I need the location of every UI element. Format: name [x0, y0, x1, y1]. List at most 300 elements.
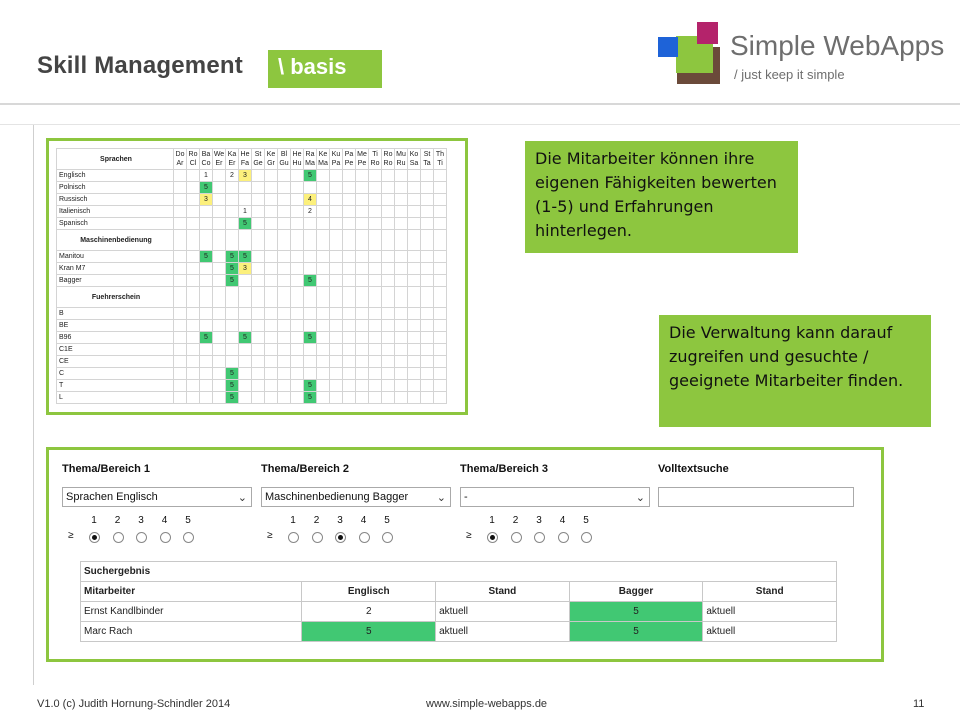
- matrix-cell[interactable]: [343, 206, 356, 218]
- matrix-cell[interactable]: [304, 251, 317, 263]
- matrix-cell[interactable]: 5: [226, 392, 239, 404]
- matrix-cell[interactable]: [291, 251, 304, 263]
- matrix-cell[interactable]: [278, 263, 291, 275]
- matrix-cell[interactable]: [369, 251, 382, 263]
- matrix-cell[interactable]: [213, 380, 226, 392]
- matrix-cell[interactable]: [265, 380, 278, 392]
- matrix-cell[interactable]: 5: [226, 251, 239, 263]
- matrix-cell[interactable]: [408, 356, 421, 368]
- matrix-cell[interactable]: [226, 218, 239, 230]
- matrix-cell[interactable]: 5: [200, 251, 213, 263]
- matrix-cell[interactable]: [213, 332, 226, 344]
- rating-radio[interactable]: [160, 532, 171, 543]
- matrix-cell[interactable]: [421, 218, 434, 230]
- matrix-cell[interactable]: [369, 344, 382, 356]
- matrix-cell[interactable]: [434, 332, 447, 344]
- matrix-cell[interactable]: [421, 356, 434, 368]
- matrix-cell[interactable]: [317, 206, 330, 218]
- matrix-cell[interactable]: [213, 392, 226, 404]
- rating-radio[interactable]: [113, 532, 124, 543]
- matrix-cell[interactable]: 3: [200, 194, 213, 206]
- matrix-cell[interactable]: [356, 182, 369, 194]
- matrix-cell[interactable]: [421, 308, 434, 320]
- fulltext-search-input[interactable]: [658, 487, 854, 507]
- matrix-cell[interactable]: [317, 218, 330, 230]
- matrix-cell[interactable]: [265, 170, 278, 182]
- matrix-cell[interactable]: [356, 194, 369, 206]
- filter-1-select[interactable]: [62, 487, 252, 507]
- matrix-cell[interactable]: [369, 218, 382, 230]
- matrix-cell[interactable]: [265, 218, 278, 230]
- matrix-cell[interactable]: [356, 368, 369, 380]
- matrix-cell[interactable]: [421, 263, 434, 275]
- matrix-cell[interactable]: [421, 194, 434, 206]
- matrix-cell[interactable]: [200, 206, 213, 218]
- matrix-cell[interactable]: [278, 332, 291, 344]
- matrix-cell[interactable]: [265, 275, 278, 287]
- matrix-cell[interactable]: [239, 356, 252, 368]
- matrix-cell[interactable]: [421, 380, 434, 392]
- matrix-cell[interactable]: [421, 275, 434, 287]
- matrix-cell[interactable]: [291, 368, 304, 380]
- filter-3-select[interactable]: [460, 487, 650, 507]
- matrix-cell[interactable]: [226, 356, 239, 368]
- matrix-cell[interactable]: 5: [304, 392, 317, 404]
- matrix-cell[interactable]: [317, 392, 330, 404]
- matrix-cell[interactable]: [174, 344, 187, 356]
- matrix-cell[interactable]: [291, 275, 304, 287]
- matrix-cell[interactable]: [395, 332, 408, 344]
- matrix-cell[interactable]: [317, 332, 330, 344]
- matrix-cell[interactable]: [330, 218, 343, 230]
- matrix-cell[interactable]: [291, 170, 304, 182]
- matrix-cell[interactable]: 5: [200, 332, 213, 344]
- matrix-cell[interactable]: [343, 392, 356, 404]
- matrix-cell[interactable]: [226, 308, 239, 320]
- matrix-cell[interactable]: [187, 308, 200, 320]
- matrix-cell[interactable]: [304, 218, 317, 230]
- matrix-cell[interactable]: [252, 380, 265, 392]
- matrix-cell[interactable]: [291, 356, 304, 368]
- matrix-cell[interactable]: [395, 263, 408, 275]
- matrix-cell[interactable]: [408, 194, 421, 206]
- matrix-cell[interactable]: [408, 368, 421, 380]
- matrix-cell[interactable]: [239, 344, 252, 356]
- matrix-cell[interactable]: [304, 308, 317, 320]
- matrix-cell[interactable]: [330, 170, 343, 182]
- rating-radio[interactable]: [136, 532, 147, 543]
- matrix-cell[interactable]: [421, 182, 434, 194]
- matrix-cell[interactable]: [213, 275, 226, 287]
- matrix-cell[interactable]: [226, 182, 239, 194]
- matrix-cell[interactable]: [252, 356, 265, 368]
- matrix-cell[interactable]: [369, 332, 382, 344]
- matrix-cell[interactable]: [369, 182, 382, 194]
- matrix-cell[interactable]: [421, 368, 434, 380]
- matrix-cell[interactable]: [252, 170, 265, 182]
- matrix-cell[interactable]: [187, 194, 200, 206]
- matrix-cell[interactable]: [226, 206, 239, 218]
- matrix-cell[interactable]: 5: [226, 368, 239, 380]
- matrix-cell[interactable]: [317, 263, 330, 275]
- matrix-cell[interactable]: [213, 170, 226, 182]
- matrix-cell[interactable]: [382, 356, 395, 368]
- matrix-cell[interactable]: [200, 308, 213, 320]
- matrix-cell[interactable]: 1: [239, 206, 252, 218]
- matrix-cell[interactable]: [187, 368, 200, 380]
- matrix-cell[interactable]: [330, 206, 343, 218]
- matrix-cell[interactable]: 1: [200, 170, 213, 182]
- matrix-cell[interactable]: [317, 182, 330, 194]
- matrix-cell[interactable]: [239, 380, 252, 392]
- matrix-cell[interactable]: [278, 368, 291, 380]
- matrix-cell[interactable]: [434, 368, 447, 380]
- matrix-cell[interactable]: [174, 332, 187, 344]
- matrix-cell[interactable]: [226, 332, 239, 344]
- matrix-cell[interactable]: [395, 170, 408, 182]
- matrix-cell[interactable]: 5: [200, 182, 213, 194]
- matrix-cell[interactable]: [200, 392, 213, 404]
- matrix-cell[interactable]: [382, 392, 395, 404]
- rating-radio[interactable]: [511, 532, 522, 543]
- matrix-cell[interactable]: [291, 206, 304, 218]
- matrix-cell[interactable]: [356, 218, 369, 230]
- matrix-cell[interactable]: [330, 182, 343, 194]
- matrix-cell[interactable]: 5: [226, 263, 239, 275]
- matrix-cell[interactable]: [317, 251, 330, 263]
- matrix-cell[interactable]: [330, 263, 343, 275]
- matrix-cell[interactable]: [434, 275, 447, 287]
- matrix-cell[interactable]: [369, 308, 382, 320]
- matrix-cell[interactable]: [213, 251, 226, 263]
- matrix-cell[interactable]: [421, 320, 434, 332]
- matrix-cell[interactable]: [408, 275, 421, 287]
- matrix-cell[interactable]: [304, 356, 317, 368]
- matrix-cell[interactable]: [395, 251, 408, 263]
- matrix-cell[interactable]: [395, 380, 408, 392]
- matrix-cell[interactable]: [213, 344, 226, 356]
- matrix-cell[interactable]: [317, 320, 330, 332]
- rating-radio[interactable]: [382, 532, 393, 543]
- matrix-cell[interactable]: [408, 380, 421, 392]
- matrix-cell[interactable]: [317, 275, 330, 287]
- matrix-cell[interactable]: [369, 206, 382, 218]
- matrix-cell[interactable]: [343, 182, 356, 194]
- matrix-cell[interactable]: [239, 182, 252, 194]
- matrix-cell[interactable]: [200, 263, 213, 275]
- matrix-cell[interactable]: [317, 308, 330, 320]
- matrix-cell[interactable]: [187, 251, 200, 263]
- matrix-cell[interactable]: [213, 308, 226, 320]
- matrix-cell[interactable]: [395, 194, 408, 206]
- rating-radio[interactable]: [534, 532, 545, 543]
- matrix-cell[interactable]: [421, 170, 434, 182]
- matrix-cell[interactable]: 5: [304, 170, 317, 182]
- matrix-cell[interactable]: [226, 344, 239, 356]
- matrix-cell[interactable]: [174, 308, 187, 320]
- matrix-cell[interactable]: [265, 308, 278, 320]
- matrix-cell[interactable]: [343, 332, 356, 344]
- matrix-cell[interactable]: [252, 344, 265, 356]
- matrix-cell[interactable]: [382, 380, 395, 392]
- matrix-cell[interactable]: [356, 344, 369, 356]
- matrix-cell[interactable]: [369, 275, 382, 287]
- rating-radio[interactable]: [335, 532, 346, 543]
- table-row[interactable]: [81, 602, 837, 622]
- matrix-cell[interactable]: [343, 320, 356, 332]
- matrix-cell[interactable]: [434, 320, 447, 332]
- matrix-cell[interactable]: [382, 344, 395, 356]
- rating-radio[interactable]: [487, 532, 498, 543]
- matrix-cell[interactable]: [343, 308, 356, 320]
- matrix-cell[interactable]: [252, 332, 265, 344]
- matrix-cell[interactable]: [434, 251, 447, 263]
- matrix-cell[interactable]: [330, 356, 343, 368]
- matrix-cell[interactable]: [356, 380, 369, 392]
- matrix-cell[interactable]: [252, 392, 265, 404]
- matrix-cell[interactable]: [187, 380, 200, 392]
- matrix-cell[interactable]: [200, 368, 213, 380]
- matrix-cell[interactable]: [382, 320, 395, 332]
- matrix-cell[interactable]: [434, 380, 447, 392]
- matrix-cell[interactable]: [356, 275, 369, 287]
- matrix-cell[interactable]: [187, 356, 200, 368]
- matrix-cell[interactable]: [356, 206, 369, 218]
- matrix-cell[interactable]: 5: [239, 251, 252, 263]
- matrix-cell[interactable]: [382, 263, 395, 275]
- matrix-cell[interactable]: [200, 218, 213, 230]
- matrix-cell[interactable]: [213, 206, 226, 218]
- matrix-cell[interactable]: [356, 170, 369, 182]
- matrix-cell[interactable]: [330, 308, 343, 320]
- matrix-cell[interactable]: [317, 194, 330, 206]
- matrix-cell[interactable]: [291, 194, 304, 206]
- matrix-cell[interactable]: [278, 218, 291, 230]
- matrix-cell[interactable]: [252, 308, 265, 320]
- matrix-cell[interactable]: [382, 332, 395, 344]
- matrix-cell[interactable]: [265, 182, 278, 194]
- matrix-cell[interactable]: [265, 344, 278, 356]
- matrix-cell[interactable]: [187, 206, 200, 218]
- matrix-cell[interactable]: [382, 194, 395, 206]
- matrix-cell[interactable]: [330, 344, 343, 356]
- matrix-cell[interactable]: [239, 275, 252, 287]
- matrix-cell[interactable]: 3: [239, 170, 252, 182]
- matrix-cell[interactable]: [408, 344, 421, 356]
- matrix-cell[interactable]: [278, 194, 291, 206]
- matrix-cell[interactable]: [278, 356, 291, 368]
- matrix-cell[interactable]: [174, 320, 187, 332]
- matrix-cell[interactable]: [174, 356, 187, 368]
- matrix-cell[interactable]: [304, 263, 317, 275]
- matrix-cell[interactable]: [421, 251, 434, 263]
- matrix-cell[interactable]: [434, 344, 447, 356]
- matrix-cell[interactable]: [304, 182, 317, 194]
- matrix-cell[interactable]: 5: [304, 332, 317, 344]
- matrix-cell[interactable]: [434, 194, 447, 206]
- matrix-cell[interactable]: [291, 332, 304, 344]
- matrix-cell[interactable]: [382, 206, 395, 218]
- matrix-cell[interactable]: [369, 380, 382, 392]
- matrix-cell[interactable]: [174, 392, 187, 404]
- matrix-cell[interactable]: [265, 320, 278, 332]
- matrix-cell[interactable]: [434, 206, 447, 218]
- matrix-cell[interactable]: [343, 170, 356, 182]
- matrix-cell[interactable]: 3: [239, 263, 252, 275]
- matrix-cell[interactable]: [291, 344, 304, 356]
- matrix-cell[interactable]: [382, 182, 395, 194]
- matrix-cell[interactable]: [278, 251, 291, 263]
- matrix-cell[interactable]: [434, 170, 447, 182]
- matrix-cell[interactable]: [395, 218, 408, 230]
- matrix-cell[interactable]: [330, 368, 343, 380]
- matrix-cell[interactable]: [174, 182, 187, 194]
- matrix-cell[interactable]: [343, 218, 356, 230]
- matrix-cell[interactable]: [356, 392, 369, 404]
- matrix-cell[interactable]: [395, 182, 408, 194]
- matrix-cell[interactable]: [265, 356, 278, 368]
- matrix-cell[interactable]: [187, 170, 200, 182]
- matrix-cell[interactable]: [291, 263, 304, 275]
- matrix-cell[interactable]: [395, 308, 408, 320]
- matrix-cell[interactable]: [265, 368, 278, 380]
- matrix-cell[interactable]: [369, 392, 382, 404]
- matrix-cell[interactable]: [395, 356, 408, 368]
- matrix-cell[interactable]: [369, 170, 382, 182]
- matrix-cell[interactable]: [408, 182, 421, 194]
- matrix-cell[interactable]: [317, 170, 330, 182]
- matrix-cell[interactable]: [317, 356, 330, 368]
- matrix-cell[interactable]: [252, 275, 265, 287]
- matrix-cell[interactable]: [304, 344, 317, 356]
- matrix-cell[interactable]: [291, 182, 304, 194]
- matrix-cell[interactable]: [252, 206, 265, 218]
- matrix-cell[interactable]: [421, 344, 434, 356]
- matrix-cell[interactable]: [395, 368, 408, 380]
- matrix-cell[interactable]: [278, 206, 291, 218]
- matrix-cell[interactable]: [382, 275, 395, 287]
- matrix-cell[interactable]: [343, 251, 356, 263]
- rating-radio[interactable]: [359, 532, 370, 543]
- matrix-cell[interactable]: [317, 380, 330, 392]
- matrix-cell[interactable]: [317, 368, 330, 380]
- matrix-cell[interactable]: [408, 218, 421, 230]
- matrix-cell[interactable]: [330, 320, 343, 332]
- matrix-cell[interactable]: [434, 392, 447, 404]
- matrix-cell[interactable]: [408, 263, 421, 275]
- matrix-cell[interactable]: [239, 392, 252, 404]
- matrix-cell[interactable]: [304, 320, 317, 332]
- matrix-cell[interactable]: [408, 320, 421, 332]
- matrix-cell[interactable]: [408, 170, 421, 182]
- matrix-cell[interactable]: [278, 392, 291, 404]
- matrix-cell[interactable]: [213, 356, 226, 368]
- matrix-cell[interactable]: [330, 194, 343, 206]
- matrix-cell[interactable]: [356, 332, 369, 344]
- matrix-cell[interactable]: [265, 194, 278, 206]
- matrix-cell[interactable]: [187, 275, 200, 287]
- matrix-cell[interactable]: [187, 218, 200, 230]
- matrix-cell[interactable]: [174, 206, 187, 218]
- matrix-cell[interactable]: [330, 392, 343, 404]
- matrix-cell[interactable]: [278, 380, 291, 392]
- matrix-cell[interactable]: [291, 218, 304, 230]
- matrix-cell[interactable]: [369, 320, 382, 332]
- matrix-cell[interactable]: [278, 344, 291, 356]
- matrix-cell[interactable]: [174, 251, 187, 263]
- matrix-cell[interactable]: [434, 218, 447, 230]
- matrix-cell[interactable]: [382, 218, 395, 230]
- matrix-cell[interactable]: [187, 263, 200, 275]
- matrix-cell[interactable]: 5: [239, 218, 252, 230]
- matrix-cell[interactable]: [356, 320, 369, 332]
- matrix-cell[interactable]: [291, 380, 304, 392]
- matrix-cell[interactable]: [252, 368, 265, 380]
- table-row[interactable]: [81, 622, 837, 642]
- matrix-cell[interactable]: [200, 320, 213, 332]
- rating-radio[interactable]: [183, 532, 194, 543]
- matrix-cell[interactable]: 5: [239, 332, 252, 344]
- matrix-cell[interactable]: [200, 380, 213, 392]
- matrix-cell[interactable]: [330, 275, 343, 287]
- matrix-cell[interactable]: 5: [304, 380, 317, 392]
- matrix-cell[interactable]: [213, 194, 226, 206]
- matrix-cell[interactable]: [174, 194, 187, 206]
- matrix-cell[interactable]: [395, 275, 408, 287]
- matrix-cell[interactable]: [395, 392, 408, 404]
- matrix-cell[interactable]: [291, 308, 304, 320]
- matrix-cell[interactable]: [382, 368, 395, 380]
- matrix-cell[interactable]: [239, 320, 252, 332]
- matrix-cell[interactable]: [252, 263, 265, 275]
- matrix-cell[interactable]: [434, 356, 447, 368]
- matrix-cell[interactable]: [187, 182, 200, 194]
- matrix-cell[interactable]: [265, 263, 278, 275]
- matrix-cell[interactable]: 2: [226, 170, 239, 182]
- filter-2-select[interactable]: [261, 487, 451, 507]
- matrix-cell[interactable]: [408, 308, 421, 320]
- matrix-cell[interactable]: 2: [304, 206, 317, 218]
- rating-radio[interactable]: [558, 532, 569, 543]
- matrix-cell[interactable]: [174, 368, 187, 380]
- matrix-cell[interactable]: [382, 308, 395, 320]
- matrix-cell[interactable]: [213, 320, 226, 332]
- matrix-cell[interactable]: [291, 320, 304, 332]
- matrix-cell[interactable]: [330, 332, 343, 344]
- matrix-cell[interactable]: [278, 170, 291, 182]
- matrix-cell[interactable]: [421, 332, 434, 344]
- matrix-cell[interactable]: [317, 344, 330, 356]
- matrix-cell[interactable]: [174, 275, 187, 287]
- matrix-cell[interactable]: [200, 356, 213, 368]
- matrix-cell[interactable]: [291, 392, 304, 404]
- matrix-cell[interactable]: 4: [304, 194, 317, 206]
- matrix-cell[interactable]: [239, 368, 252, 380]
- matrix-cell[interactable]: [382, 170, 395, 182]
- matrix-cell[interactable]: [252, 251, 265, 263]
- matrix-cell[interactable]: [213, 263, 226, 275]
- matrix-cell[interactable]: [356, 308, 369, 320]
- matrix-cell[interactable]: 5: [304, 275, 317, 287]
- matrix-cell[interactable]: [343, 263, 356, 275]
- matrix-cell[interactable]: [395, 206, 408, 218]
- matrix-cell[interactable]: [408, 206, 421, 218]
- matrix-cell[interactable]: [356, 356, 369, 368]
- matrix-cell[interactable]: [343, 275, 356, 287]
- matrix-cell[interactable]: [343, 194, 356, 206]
- matrix-cell[interactable]: [369, 263, 382, 275]
- matrix-cell[interactable]: [369, 368, 382, 380]
